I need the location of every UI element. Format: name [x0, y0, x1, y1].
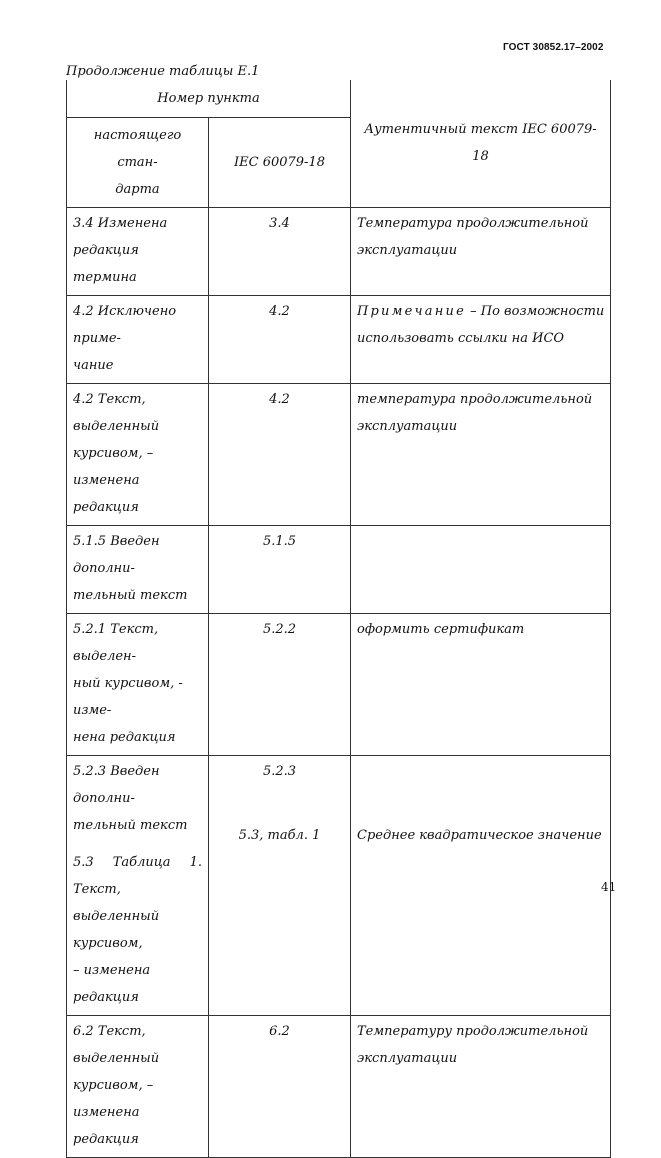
document-code: ГОСТ 30852.17–2002	[503, 42, 604, 53]
table-row	[67, 1015, 611, 1157]
table-row	[67, 755, 611, 1015]
header-this-standard	[67, 117, 209, 207]
cell-line: оформить сертификат	[357, 621, 525, 637]
cell-line: термина	[73, 269, 137, 285]
cell-gap	[215, 812, 344, 822]
cell-line: 4.2 Исключено приме-	[73, 303, 177, 346]
cell-line	[357, 298, 604, 325]
cell-clause	[67, 295, 209, 383]
cell-text	[351, 1015, 611, 1157]
cell-clause	[67, 383, 209, 525]
cell-line: 5.2.3	[262, 763, 297, 779]
cell-gap	[73, 839, 202, 849]
cell-line: ный курсивом, - изме-	[73, 675, 183, 718]
cell-iec: 4.2	[209, 383, 351, 525]
cell-line: использовать ссылки на ИСО	[357, 330, 565, 346]
cell-clause	[67, 613, 209, 755]
note-text: – По возможности	[465, 303, 605, 319]
cell-line: тельный текст	[73, 817, 188, 833]
cell-line: 3.4 Изменена редакция	[73, 215, 168, 258]
cell-line: эксплуатации	[357, 418, 458, 434]
cell-line: 5.3, табл. 1	[238, 827, 321, 843]
cell-text	[351, 295, 611, 383]
cell-text	[351, 613, 611, 755]
note-label: Примечание	[357, 303, 466, 319]
cell-line: 4.2 Текст, выделенный	[73, 391, 160, 434]
cell-line: Среднее квадратическое значение	[357, 827, 602, 843]
cell-clause	[67, 755, 209, 1015]
cell-iec: 6.2	[209, 1015, 351, 1157]
cell-line	[357, 785, 604, 812]
cell-line: курсивом, – изменена	[73, 1077, 154, 1120]
table-row	[67, 207, 611, 295]
cell-line: нена редакция	[73, 729, 176, 745]
page-number: 41	[601, 880, 617, 894]
cell-iec	[209, 755, 351, 1015]
cell-line: – изменена редакция	[73, 962, 151, 1005]
cell-line: тельный текст	[73, 587, 188, 603]
cell-text	[351, 207, 611, 295]
table-caption: Продолжение таблицы Е.1	[66, 64, 260, 79]
cell-line: 5.2.3 Введен дополни-	[73, 763, 160, 806]
cell-iec: 5.1.5	[209, 525, 351, 613]
table-row	[67, 383, 611, 525]
cell-iec: 4.2	[209, 295, 351, 383]
table-row	[67, 613, 611, 755]
cell-iec: 3.4	[209, 207, 351, 295]
header-iec: IEC 60079-18	[209, 117, 351, 207]
cell-clause	[67, 525, 209, 613]
table-row	[67, 295, 611, 383]
cell-line: выделенный курсивом,	[73, 908, 160, 951]
cell-line: 5.1.5 Введен дополни-	[73, 533, 160, 576]
cell-line: редакция	[73, 499, 139, 515]
header-clause-number: Номер пункта	[67, 80, 351, 117]
cell-text	[351, 755, 611, 1015]
cell-line: Температуру продолжительной	[357, 1023, 589, 1039]
cell-clause	[67, 1015, 209, 1157]
cell-text	[351, 383, 611, 525]
cell-line: редакция	[73, 1131, 139, 1147]
cell-iec: 5.2.2	[209, 613, 351, 755]
cell-line	[215, 785, 344, 812]
cell-line: 5.2.1 Текст, выделен-	[73, 621, 159, 664]
correspondence-table	[66, 80, 611, 1158]
cell-line: курсивом, – изменена	[73, 445, 154, 488]
cell-text	[351, 525, 611, 613]
header-this-standard-line2: дарта	[115, 181, 160, 197]
cell-line: эксплуатации	[357, 242, 458, 258]
cell-line: температура продолжительной	[357, 391, 593, 407]
cell-clause	[67, 207, 209, 295]
cell-line: 6.2 Текст, выделенный	[73, 1023, 160, 1066]
cell-line: 5.3 Таблица 1. Текст,	[73, 854, 202, 897]
cell-line	[357, 758, 604, 785]
cell-line: эксплуатации	[357, 1050, 458, 1066]
table-header-row	[67, 80, 611, 117]
cell-line: чание	[73, 357, 114, 373]
header-this-standard-line1: настоящего стан-	[93, 127, 182, 170]
header-authentic-text: Аутентичный текст IEC 60079-18	[351, 80, 611, 207]
table-row	[67, 525, 611, 613]
cell-gap	[357, 812, 604, 822]
cell-line: Температура продолжительной	[357, 215, 589, 231]
